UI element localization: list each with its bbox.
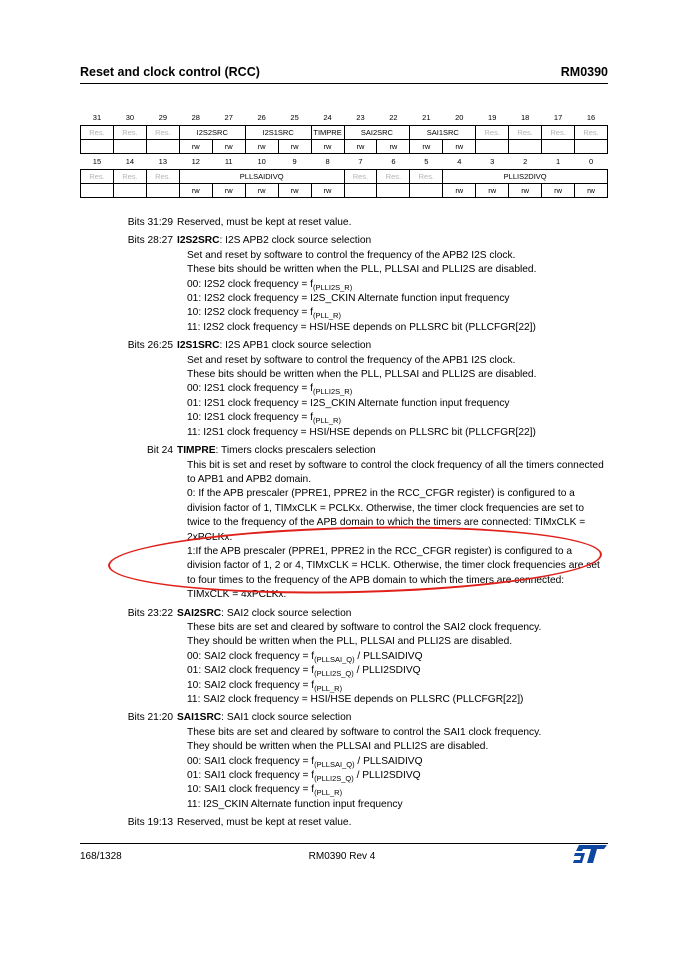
access-cell: rw [212, 140, 245, 154]
bit-number: 25 [290, 113, 299, 122]
reserved-cell: Res. [410, 170, 443, 184]
access-cell: rw [377, 140, 410, 154]
access-cell: rw [344, 140, 377, 154]
field-title: SAI1SRC: SAI1 clock source selection [177, 712, 352, 724]
field-label: Bits 21:20 [127, 712, 173, 724]
reserved-cell: Res. [476, 126, 509, 140]
field-name: I2S2SRC [177, 235, 220, 247]
access-cell: rw [509, 184, 542, 198]
field-name: SAI2SRC [177, 607, 222, 619]
st-logo-icon [573, 845, 607, 863]
field-description: Set and reset by software to control the frequency of the APB2 I2S clock. These bits should be written when the PLL, PLLSAI and PLLI2S are disabled. 00: I2S2 clock frequency = $f_{(PLLI2S\_R)}$ 01: I2S2 clock frequency = I2S_CKIN Alternate function input frequency 10: I2S2 clock frequency = $f_{(PLL\_R)}$ 11: I2S2 clock frequency = HSI/HSE depends on PLLSRC bit (PLLCFGR[22]) [187, 249, 537, 333]
bit-number-row-low [81, 154, 608, 170]
reserved-cell: Res. [344, 170, 377, 184]
bit-number: 22 [389, 113, 398, 122]
bit-number: 11 [224, 157, 233, 166]
field-label: Bits 31:29 [127, 217, 173, 228]
field-title: TIMPRE: Timers clocks prescalers selection [177, 445, 376, 457]
bit-number: 13 [158, 157, 168, 166]
field-cell: TIMPRE [311, 126, 344, 140]
bit-number: 15 [92, 157, 102, 166]
access-cell: rw [278, 184, 311, 198]
bit-number: 31 [92, 113, 102, 122]
section-title: Reset and clock control (RCC) [80, 65, 260, 79]
field-label: Bit 24 [146, 445, 173, 457]
bit-number: 0 [588, 157, 594, 166]
header-rule [80, 83, 608, 84]
bit-number: 29 [158, 113, 168, 122]
field-name: TIMPRE [177, 445, 216, 457]
reserved-cell: Res. [81, 170, 114, 184]
bit-number: 16 [586, 113, 596, 122]
access-cell [113, 140, 146, 154]
bit-descriptions [0, 216, 684, 835]
bit-number: 3 [490, 157, 495, 166]
access-cell [344, 184, 377, 198]
bit-number: 26 [257, 113, 266, 122]
access-cell: rw [179, 140, 212, 154]
doc-id: RM0390 [560, 65, 608, 79]
field-text: Reserved, must be kept at reset value. [177, 217, 352, 228]
bit-number: 10 [257, 157, 266, 166]
reserved-cell: Res. [81, 126, 114, 140]
field-description: These bits are set and cleared by software to control the SAI2 clock frequency. They should be written when the PLL, PLLSAI and PLLI2S are disabled. 00: SAI2 clock frequency = $f_{(PLLSAI\_Q)}$ / PLLSAIDIVQ 01: SAI2 clock frequency = $f_{(PLLI2S\_Q)}$ / PLLI2SDIVQ 10: SAI2 clock frequency = $f_{(PLL\_R)}$ 11: SAI2 clock frequency = HSI/HSE depends on PLLSRC (PLLCFGR[22]) [187, 621, 542, 705]
access-cell [81, 184, 114, 198]
reserved-cell: Res. [146, 126, 179, 140]
field-label: Bits 28:27 [127, 235, 173, 247]
access-cell: rw [179, 184, 212, 198]
access-cell: rw [542, 184, 575, 198]
access-cell: rw [245, 140, 278, 154]
field-name-row-low [81, 170, 608, 184]
field-bits-31-29 [0, 216, 684, 230]
field-name: SAI1SRC [177, 712, 222, 724]
field-description: These bits are set and cleared by software to control the SAI1 clock frequency. They should be written when the PLLSAI and PLLI2S are disabled. 00: SAI1 clock frequency = $f_{(PLLSAI\_Q)}$ / PLLSAIDIVQ 01: SAI1 clock frequency = $f_{(PLLI2S\_Q)}$ / PLLI2SDIVQ 10: SAI1 clock frequency = $f_{(PLL\_R)}$ 11: I2S_CKIN Alternate function input frequency [187, 726, 542, 810]
bit-number: 12 [191, 157, 200, 166]
field-sai1src [0, 711, 684, 812]
footer-rule [80, 843, 608, 844]
access-cell: rw [212, 184, 245, 198]
field-i2s1src [0, 339, 684, 440]
field-label: Bits 23:22 [127, 607, 173, 619]
field-cell: I2S2SRC [179, 126, 245, 140]
access-cell [81, 140, 114, 154]
field-cell: SAI2SRC [344, 126, 410, 140]
bit-number: 24 [323, 113, 332, 122]
bit-number: 30 [125, 113, 135, 122]
field-text: Reserved, must be kept at reset value. [177, 817, 352, 829]
access-cell [575, 140, 608, 154]
bit-number: 1 [556, 157, 561, 166]
access-cell [542, 140, 575, 154]
bit-number-row-high [81, 110, 608, 126]
access-cell [146, 140, 179, 154]
field-title: I2S2SRC: I2S APB2 clock source selection [177, 235, 372, 247]
field-description: This bit is set and reset by software to control the clock frequency of all the timers connected to APB1 and APB2 domain. 0: If the APB prescaler (PPRE1, PPRE2 in the RCC_CFGR register) is configured to a division factor of 1, TIMxCLK = PCLKx. Otherwise, the timer clock frequencies are set to twice to the frequency of the APB domain to which the timers are connected: TIMxCLK = 2xPCLKx. 1:If the APB prescaler (PPRE1, PPRE2 in the RCC_CFGR register) is configured to a division factor of 1, 2 or 4, TIMxCLK = HCLK. Otherwise, the timer clock frequencies are set to four times to the frequency of the APB domain to which the timers are connected: TIMxCLK = 4xPCLKx. [187, 459, 604, 601]
field-name: I2S1SRC [177, 340, 220, 352]
access-cell: rw [311, 184, 344, 198]
page-number: 168/1328 [80, 851, 122, 862]
field-cell: I2S1SRC [245, 126, 311, 140]
bit-number: 27 [224, 113, 233, 122]
access-cell: rw [476, 184, 509, 198]
access-cell: rw [443, 184, 476, 198]
bit-number: 7 [358, 157, 363, 166]
access-cell [476, 140, 509, 154]
field-label: Bits 26:25 [127, 340, 173, 352]
bit-number: 19 [488, 113, 497, 122]
access-cell: rw [575, 184, 608, 198]
field-cell: PLLIS2DIVQ [443, 170, 608, 184]
field-cell: SAI1SRC [410, 126, 476, 140]
access-cell [113, 184, 146, 198]
field-i2s2src [0, 234, 684, 335]
access-row-low [81, 184, 608, 198]
bit-number: 18 [520, 113, 530, 122]
access-cell: rw [410, 140, 443, 154]
reserved-cell: Res. [575, 126, 608, 140]
access-cell [410, 184, 443, 198]
bit-number: 4 [457, 157, 462, 166]
register-table [80, 110, 608, 198]
field-name-row-high [81, 126, 608, 140]
reserved-cell: Res. [113, 126, 146, 140]
bit-number: 23 [356, 113, 365, 122]
access-cell [509, 140, 542, 154]
bit-number: 6 [391, 157, 396, 166]
field-sai2src [0, 607, 684, 708]
reserved-cell: Res. [377, 170, 410, 184]
access-cell: rw [245, 184, 278, 198]
bit-number: 5 [424, 157, 429, 166]
access-cell: rw [278, 140, 311, 154]
field-cell: PLLSAIDIVQ [179, 170, 344, 184]
access-cell [377, 184, 410, 198]
field-bits-19-13 [0, 816, 684, 830]
access-cell: rw [443, 140, 476, 154]
field-title: SAI2SRC: SAI2 clock source selection [177, 607, 352, 619]
field-timpre [0, 444, 684, 602]
reserved-cell: Res. [113, 170, 146, 184]
bit-number: 28 [191, 113, 200, 122]
field-title: I2S1SRC: I2S APB1 clock source selection [177, 340, 372, 352]
access-cell [146, 184, 179, 198]
bit-number: 20 [455, 113, 464, 122]
access-row-high [81, 140, 608, 154]
bit-number: 21 [422, 113, 431, 122]
doc-revision: RM0390 Rev 4 [308, 851, 376, 862]
access-cell: rw [311, 140, 344, 154]
bit-number: 2 [523, 157, 528, 166]
bit-number: 17 [553, 113, 563, 122]
field-description: Set and reset by software to control the frequency of the APB1 I2S clock. These bits should be written when the PLL, PLLSAI and PLLI2S are disabled. 00: I2S1 clock frequency = $f_{(PLLI2S\_R)}$ 01: I2S1 clock frequency = I2S_CKIN Alternate function input frequency 10: I2S1 clock frequency = $f_{(PLL\_R)}$ 11: I2S1 clock frequency = HSI/HSE depends on PLLSRC bit (PLLCFGR[22]) [187, 354, 537, 438]
reserved-cell: Res. [146, 170, 179, 184]
bit-number: 8 [325, 157, 330, 166]
reserved-cell: Res. [509, 126, 542, 140]
bit-number: 9 [292, 157, 297, 166]
reserved-cell: Res. [542, 126, 575, 140]
bit-number: 14 [125, 157, 135, 166]
field-label: Bits 19:13 [127, 817, 173, 829]
